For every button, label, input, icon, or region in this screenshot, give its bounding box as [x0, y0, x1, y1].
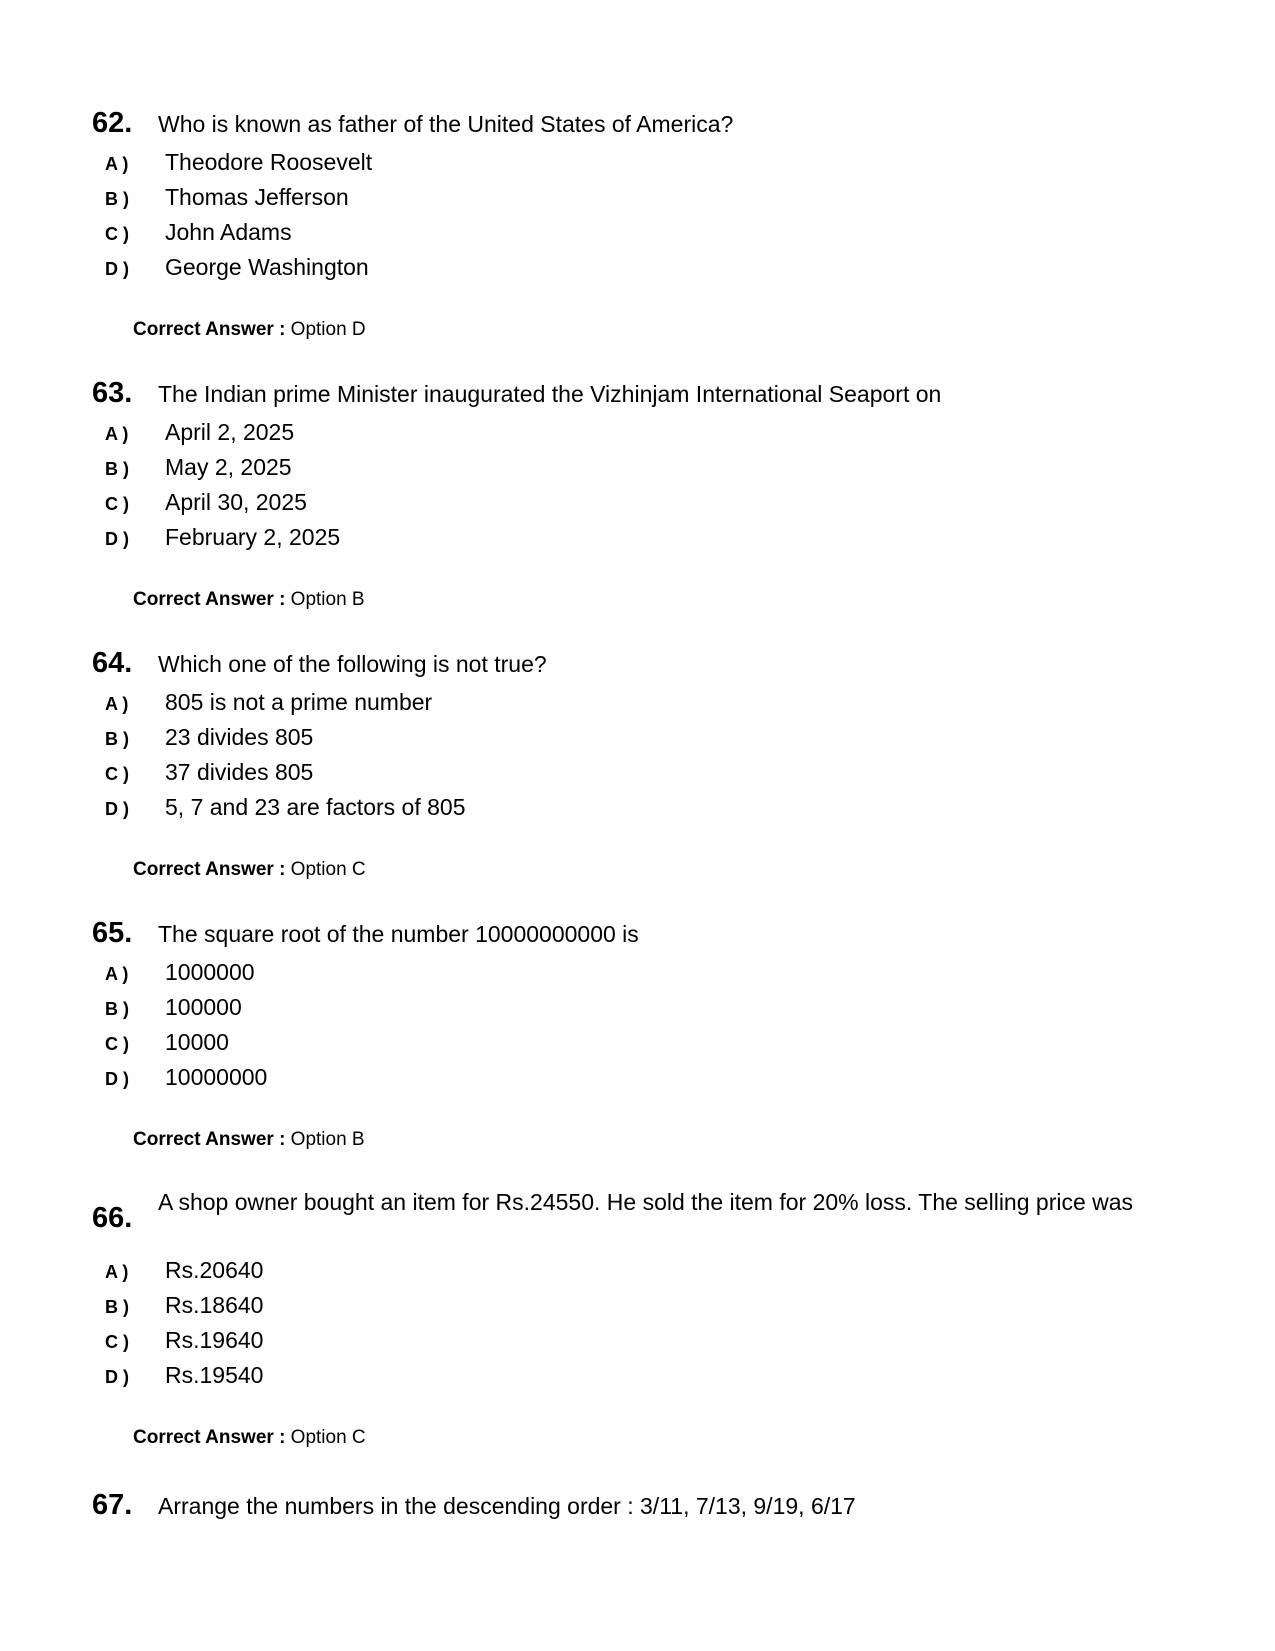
option-b — [0, 181, 1000, 216]
option-letter: D ) — [105, 799, 129, 819]
option-text: Thomas Jefferson — [165, 184, 349, 210]
option-d — [0, 251, 1000, 286]
option-text: 10000 — [165, 1029, 229, 1055]
option-d — [0, 791, 1000, 826]
correct-answer-value: Option C — [290, 1427, 366, 1448]
correct-answer — [133, 318, 366, 342]
option-letter: A ) — [105, 1262, 129, 1282]
question-text: Arrange the numbers in the descending order : 3/11, 7/13, 9/19, 6/17 — [158, 1493, 856, 1519]
option-list — [0, 686, 1000, 826]
option-b — [0, 991, 1000, 1026]
question-number: 65. — [92, 917, 133, 949]
option-text: George Washington — [165, 254, 369, 280]
option-letter: C ) — [105, 1332, 129, 1352]
question-text: The Indian prime Minister inaugurated the Vizhinjam International Seaport on — [158, 381, 942, 407]
option-a — [0, 1254, 1000, 1289]
correct-answer-value: Option C — [290, 859, 366, 880]
option-text: 10000000 — [165, 1064, 268, 1090]
option-text: 37 divides 805 — [165, 759, 314, 785]
question-text: Who is known as father of the United States of America? — [158, 111, 734, 137]
option-letter: C ) — [105, 1034, 129, 1054]
question-text: Which one of the following is not true? — [158, 651, 547, 677]
correct-answer — [133, 1426, 366, 1450]
correct-answer — [133, 858, 366, 882]
question-number: 63. — [92, 377, 133, 409]
option-d — [0, 1061, 1000, 1096]
option-a — [0, 686, 1000, 721]
option-text: Rs.19540 — [165, 1362, 264, 1388]
option-letter: B ) — [105, 189, 129, 209]
option-text: Rs.20640 — [165, 1257, 264, 1283]
option-c — [0, 756, 1000, 791]
question-number: 67. — [92, 1489, 133, 1521]
option-text: April 30, 2025 — [165, 489, 307, 515]
option-text: 5, 7 and 23 are factors of 805 — [165, 794, 466, 820]
option-c — [0, 1026, 1000, 1061]
option-text: 1000000 — [165, 959, 255, 985]
correct-answer-value: Option D — [290, 319, 366, 340]
option-text: Rs.19640 — [165, 1327, 264, 1353]
option-letter: B ) — [105, 999, 129, 1019]
option-letter: B ) — [105, 459, 129, 479]
correct-answer — [133, 1128, 365, 1152]
option-c — [0, 486, 1000, 521]
option-text: February 2, 2025 — [165, 524, 341, 550]
option-letter: D ) — [105, 1069, 129, 1089]
option-list — [0, 1254, 1000, 1394]
question-number: 66. — [92, 1202, 133, 1234]
option-b — [0, 721, 1000, 756]
option-list — [0, 146, 1000, 286]
correct-answer-label: Correct Answer : — [133, 859, 286, 880]
correct-answer-label: Correct Answer : — [133, 1427, 286, 1448]
option-letter: D ) — [105, 259, 129, 279]
option-text: May 2, 2025 — [165, 454, 292, 480]
option-letter: A ) — [105, 424, 129, 444]
option-text: April 2, 2025 — [165, 419, 295, 445]
option-text: Theodore Roosevelt — [165, 149, 373, 175]
option-letter: A ) — [105, 964, 129, 984]
correct-answer-label: Correct Answer : — [133, 319, 286, 340]
option-c — [0, 216, 1000, 251]
option-b — [0, 451, 1000, 486]
option-list — [0, 416, 1000, 556]
option-list — [0, 956, 1000, 1096]
option-a — [0, 416, 1000, 451]
correct-answer — [133, 588, 365, 612]
question-number: 62. — [92, 107, 133, 139]
option-a — [0, 146, 1000, 181]
option-letter: C ) — [105, 224, 129, 244]
correct-answer-value: Option B — [290, 1129, 365, 1150]
question-number: 64. — [92, 647, 133, 679]
option-c — [0, 1324, 1000, 1359]
correct-answer-label: Correct Answer : — [133, 589, 286, 610]
option-letter: D ) — [105, 1367, 129, 1387]
option-letter: B ) — [105, 729, 129, 749]
option-letter: A ) — [105, 694, 129, 714]
option-letter: C ) — [105, 764, 129, 784]
option-text: Rs.18640 — [165, 1292, 264, 1318]
option-text: John Adams — [165, 219, 292, 245]
option-letter: A ) — [105, 154, 129, 174]
correct-answer-label: Correct Answer : — [133, 1129, 286, 1150]
option-text: 23 divides 805 — [165, 724, 314, 750]
option-text: 805 is not a prime number — [165, 689, 433, 715]
question-text: A shop owner bought an item for Rs.24550. He sold the item for 20% loss. The selling price was — [158, 1189, 1134, 1215]
option-letter: D ) — [105, 529, 129, 549]
option-letter: B ) — [105, 1297, 129, 1317]
question-text: The square root of the number 10000000000 is — [158, 921, 639, 947]
option-d — [0, 521, 1000, 556]
option-a — [0, 956, 1000, 991]
correct-answer-value: Option B — [290, 589, 365, 610]
option-text: 100000 — [165, 994, 242, 1020]
option-d — [0, 1359, 1000, 1394]
option-b — [0, 1289, 1000, 1324]
option-letter: C ) — [105, 494, 129, 514]
